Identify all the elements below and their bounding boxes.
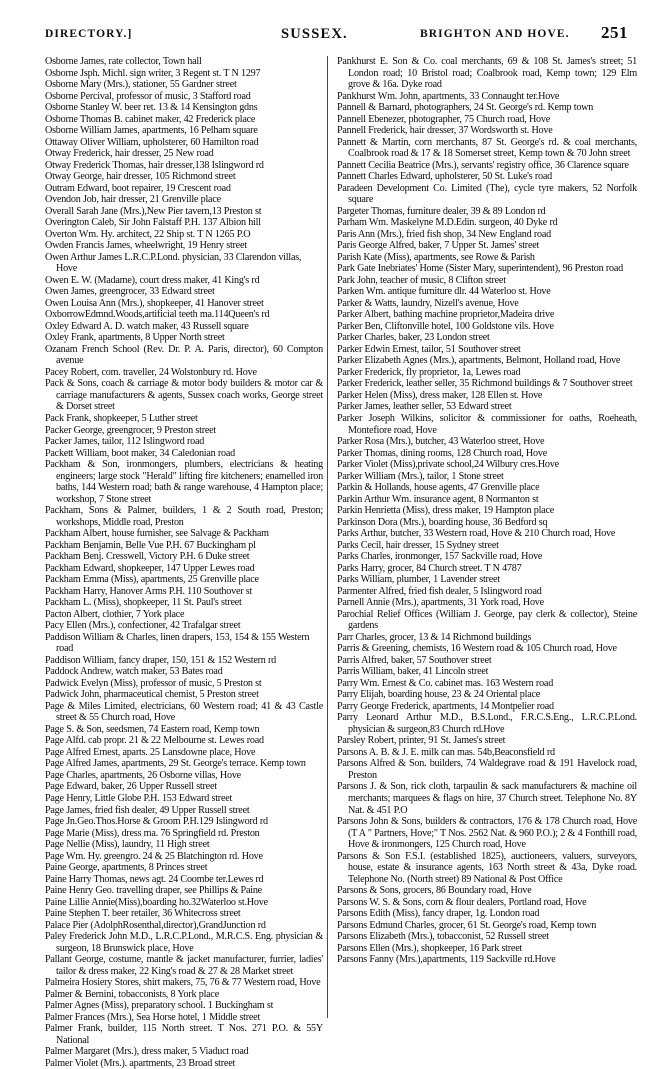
directory-entry: Parnell Annie (Mrs.), apartments, 31 York road, Hove [337, 597, 544, 609]
directory-entry: Parochial Relief Offices (William J. George, pay clerk & collector), Steine gardens [337, 608, 637, 632]
directory-entry: Packham Albert, house furnisher, see Salvage & Packham [45, 528, 269, 540]
directory-entry: Owen Louisa Ann (Mrs.), shopkeeper, 41 Hanover street [45, 297, 264, 309]
directory-entry: Parsley Robert, printer, 91 St. James's street [337, 735, 506, 747]
column-divider-rule [327, 56, 328, 1018]
directory-entry: Palmeira Hosiery Stores, shirt makers, 75, 76 & 77 Western road, Hove [45, 977, 321, 989]
directory-entry: Pannett & Martin, corn merchants, 87 St. George's rd. & coal merchants, Coalbrook road & 17 & 18 Somerset street, Kemp town & 70 John street [337, 136, 637, 160]
directory-entry: Parkin Arthur Wm. insurance agent, 8 Normanton st [337, 493, 539, 505]
directory-entry: Parken Wm. antique furniture dlr. 44 Waterloo st. Hove [337, 286, 551, 298]
directory-entry: Palmer Frances (Mrs.), Sea Horse hotel, 1 Middle street [45, 1011, 261, 1023]
directory-entry: Parker Edwin Ernest, tailor, 51 Southover street [337, 343, 521, 355]
directory-entry: Parker Albert, bathing machine proprietor,Madeira drive [337, 309, 555, 321]
directory-entry: Ottaway Oliver William, upholsterer, 60 Hamilton road [45, 136, 259, 148]
directory-entry: Osborne Stanley W. beer ret. 13 & 14 Kensington gdns [45, 102, 258, 114]
directory-entry: Paine Lillie Annie(Miss),boarding ho.32Waterloo st.Hove [45, 896, 268, 908]
directory-entry: Paine Stephen T. beer retailer, 36 Whitecross street [45, 908, 241, 920]
directory-entry: Packham Edward, shopkeeper, 147 Upper Lewes road [45, 562, 255, 574]
directory-entry: Parish Kate (Miss), apartments, see Rowe & Parish [337, 251, 535, 263]
directory-entry: Packham & Son, ironmongers, plumbers, electricians & heating engineers; large stock "Herald" lifting fire kitcheners; enamelled iron baths, 144 Western road; bath & range warehouse, 4 Hampton place; workshop, 7 Stone street [45, 459, 323, 505]
directory-entry: Parsons & Sons, grocers, 86 Boundary road, Hove [337, 885, 532, 897]
directory-entry: Packham Emma (Miss), apartments, 25 Grenville place [45, 574, 259, 586]
directory-entry: Palace Pier (AdolphRosenthal,director),GrandJunction rd [45, 919, 266, 931]
directory-entry: Osborne William James, apartments, 16 Pelham square [45, 125, 258, 137]
directory-entry: Page Alfred James, apartments, 29 St. George's terrace. Kemp town [45, 758, 306, 770]
directory-entry: Parkin & Hollands, house agents, 47 Grenville place [337, 482, 540, 494]
page-number: 251 [601, 23, 628, 42]
directory-entry: Osborne Mary (Mrs.), stationer, 55 Gardner street [45, 79, 237, 91]
directory-entry: Pacy Ellen (Mrs.), confectioner, 42 Trafalgar street [45, 620, 241, 632]
directory-entry: Otway George, hair dresser, 105 Richmond street [45, 171, 236, 183]
directory-entry: Page Alfred Ernest, aparts. 25 Lansdowne place, Hove [45, 746, 256, 758]
directory-entry: Parsons W. S. & Sons, corn & flour dealers, Portland road, Hove [337, 896, 587, 908]
directory-entry: Page Edward, baker, 26 Upper Russell street [45, 781, 217, 793]
directory-entry: Parry Leonard Arthur M.D., B.S.Lond., F.R.C.S.Eng., L.R.C.P.Lond. physician & surgeon,83 Church rd.Hove [337, 712, 637, 735]
left-column [45, 56, 323, 1069]
directory-entry: Palmer Agnes (Miss), preparatory school. 1 Buckingham st [45, 1000, 274, 1012]
directory-entry: Owen Arthur James L.R.C.P.Lond. physician, 33 Clarendon villas, Hove [45, 251, 302, 275]
directory-entry: Parsons John & Sons, builders & contractors, 176 & 178 Church road, Hove (T A " Partners, Hove;" T Nos. 2562 Nat. & 960 P.O.); 2 & 4 Fonthill road, Hove & ironmongers, 125 Church road, Hove [337, 816, 637, 851]
directory-entry: Osborne Jsph. Michl. sign writer, 3 Regent st. T N 1297 [45, 67, 261, 79]
directory-entry: Page James, fried fish dealer, 49 Upper Russell street [45, 804, 250, 816]
directory-entry: Parker William (Mrs.), tailor, 1 Stone street [337, 470, 504, 482]
directory-entry: Parr Charles, grocer, 13 & 14 Richmond buildings [337, 631, 532, 643]
directory-entry: Page & Miles Limited, electricians, 60 Western road; 41 & 43 Castle street & 55 Church road, Hove [45, 700, 323, 724]
directory-entry: Park Gate Inebriates' Home (Sister Mary, superintendent), 96 Preston road [337, 263, 624, 275]
directory-entry: Page Jn.Geo.Thos.Horse & Groom P.H.129 Islingword rd [45, 816, 268, 828]
directory-entry: Packer George, greengrocer, 9 Preston street [45, 424, 216, 436]
directory-entry: Packham L. (Miss), shopkeeper, 11 St. Paul's street [45, 597, 242, 609]
directory-entry: Parks Arthur, butcher, 33 Western road, Hove & 210 Church road, Hove [337, 528, 616, 540]
directory-entry: Palmer Margaret (Mrs.), dress maker, 5 Viaduct road [45, 1046, 249, 1058]
directory-entry: Page Nellie (Miss), laundry, 11 High street [45, 839, 210, 851]
directory-entry: Parry Elijah, boarding house, 23 & 24 Oriental place [337, 689, 541, 701]
directory-entry: Parker Charles, baker, 23 London street [337, 332, 490, 344]
directory-entry: Page Henry, Little Globe P.H. 153 Edward street [45, 793, 233, 804]
directory-entry: Park John, teacher of music, 8 Clifton street [337, 274, 506, 286]
directory-entry: Parsons Ellen (Mrs.), shopkeeper, 16 Park street [337, 942, 523, 954]
directory-entry: Paddison William, fancy draper, 150, 151 & 152 Western rd [45, 654, 276, 666]
directory-entry: Parks Charles, ironmonger, 157 Sackville road, Hove [337, 551, 543, 563]
directory-entry: Pankhurst E. Son & Co. coal merchants, 69 & 108 St. James's street; 51 London road; 10 Bristol road; Coalbrook road, Kemp town; 129 Elm grove & 16a. Dyke road [337, 56, 637, 91]
directory-entry: Owen E. W. (Madame), court dress maker, 41 King's rd [45, 274, 260, 286]
directory-entry: Page Charles, apartments, 26 Osborne villas, Hove [45, 769, 241, 781]
directory-entry: Paine George, apartments, 8 Princes street [45, 862, 208, 874]
header-county-title: SUSSEX. [281, 26, 348, 42]
directory-entry: Paine Harry Thomas, news agt. 24 Coombe ter.Lewes rd [45, 873, 264, 885]
directory-entry: Paris Ann (Mrs.), fried fish shop, 34 New England road [337, 228, 551, 240]
directory-entry: Parker Ben, Cliftonville hotel, 100 Goldstone vils. Hove [337, 320, 554, 332]
directory-entry: Pack & Sons, coach & carriage & motor body builders & motor car & carriage manufacturers & agents, Sussex coach works, George street & Dorset street [45, 378, 323, 413]
directory-entry: Overton Wm. Hy. architect, 22 Ship st. T N 1265 P.O [45, 228, 251, 240]
directory-entry: Paddison William & Charles, linen drapers, 153, 154 & 155 Western road [45, 631, 310, 655]
directory-entry: Padwick Evelyn (Miss), professor of music, 5 Preston st [45, 677, 262, 689]
directory-entry: Page Wm. Hy. greengro. 24 & 25 Blatchington rd. Hove [45, 850, 263, 862]
directory-entry: Owen James, greengrocer, 33 Edward street [45, 286, 215, 298]
directory-entry: Paley Frederick John M.D., L.R.C.P.Lond., M.R.C.S. Eng. physician & surgeon, 18 Brunswick place, Hove [45, 931, 323, 954]
directory-entry: Parks William, plumber, 1 Lavender street [337, 574, 500, 586]
directory-entry: Page Marie (Miss), dress ma. 76 Springfield rd. Preston [45, 827, 260, 839]
directory-entry: Parsons J. & Son, rick cloth, tarpaulin & sack manufacturers & machine oil merchants; marquees & flags on hire, 37 Church street. Telephone No. 8Y Nat. & 451 P.O [337, 781, 637, 816]
directory-entry: Pannell Frederick, hair dresser, 37 Wordsworth st. Hove [337, 125, 553, 137]
directory-entry: Otway Frederick Thomas, hair dresser,138 Islingword rd [45, 159, 264, 171]
running-header [45, 23, 635, 48]
directory-entry: Packham, Sons & Palmer, builders, 1 & 2 South road, Preston; workshops, Middle road, Preston [45, 505, 323, 528]
directory-entry: Parker Joseph Wilkins, solicitor & commissioner for oaths, Roeheath, Montefiore road, Hove [337, 412, 637, 436]
directory-entry: Parker Frederick, leather seller, 35 Richmond buildings & 7 Southover street [337, 378, 633, 390]
directory-entry: Overington Caleb, Sir John Falstaff P.H. 137 Albion hill [45, 217, 261, 229]
directory-entry: Paris George Alfred, baker, 7 Upper St. James' street [337, 240, 540, 252]
directory-entry: OxborrowEdmnd.Woods,artificial teeth ma.114Queen's rd [45, 309, 270, 321]
directory-entry: Parris Alfred, baker, 57 Southover street [337, 654, 492, 666]
directory-entry: Packer James, tailor, 112 Islingword road [45, 436, 205, 448]
directory-entry: Packham Harry, Hanover Arms P.H. 110 Southover st [45, 585, 253, 597]
directory-entry: Parsons Edmund Charles, grocer, 61 St. George's road, Kemp town [337, 919, 597, 931]
directory-entry: Palmer & Bernini, tobacconists, 8 York place [45, 988, 219, 1000]
directory-entry: Osborne Percival, professor of music, 3 Stafford road [45, 90, 251, 102]
directory-entry: Parry Wm. Ernest & Co. cabinet mas. 163 Western road [337, 677, 554, 689]
directory-entry: Parsons Elizabeth (Mrs.), tobacconist, 52 Russell street [337, 931, 549, 943]
directory-entry: Parsons Edith (Miss), fancy draper, 1g. London road [337, 908, 540, 920]
directory-entry: Page Alfd. cab propr. 21 & 22 Melbourne st. Lewes road [45, 735, 264, 747]
directory-entry: Owden Francis James, wheelwright, 19 Henry street [45, 240, 247, 252]
directory-entry: Ovendon Job, hair dresser, 21 Grenville place [45, 194, 221, 206]
directory-entry: Parham Wm. Maskelyne M.D.Edin. surgeon, 40 Dyke rd [337, 217, 558, 229]
header-town-title: BRIGHTON AND HOVE. [420, 28, 570, 40]
directory-entry: Paine Henry Geo. travelling draper, see Phillips & Paine [45, 885, 262, 897]
directory-entry: Pallant George, costume, mantle & jacket manufacturer, furrier, ladies' tailor & dress maker, 22 King's road & 27 & 28 Market street [45, 954, 323, 977]
directory-entry: Parkin Henrietta (Miss), dress maker, 19 Hampton place [337, 505, 555, 517]
directory-entry: Pannett Cecilia Beatrice (Mrs.), servants' registry office, 36 Clarence square [337, 159, 629, 171]
directory-entry: Pankhurst Wm. John, apartments, 33 Connaught ter.Hove [337, 90, 560, 102]
directory-entry: Pannett Charles Edward, upholsterer, 50 St. Luke's road [337, 171, 552, 183]
directory-entry: Parsons Alfred & Son. builders, 74 Waldegrave road & 191 Havelock road, Preston [337, 758, 637, 781]
directory-entry: Padwick John, pharmaceutical chemist, 5 Preston street [45, 689, 259, 701]
directory-entry: Osborne Thomas B. cabinet maker, 42 Frederick place [45, 113, 256, 125]
directory-entry: Parmenter Alfred, fried fish dealer, 5 Islingword road [337, 585, 542, 597]
directory-entry: Parker Elizabeth Agnes (Mrs.), apartments, Belmont, Holland road, Hove [337, 355, 621, 367]
right-column [337, 56, 637, 966]
directory-entry: Packham Benjamin, Belle Vue P.H. 67 Buckingham pl [45, 539, 256, 551]
directory-entry: Parsons A. B. & J. E. milk can mas. 54b,Beaconsfield rd [337, 746, 555, 758]
directory-entry: Parker Frederick, fly proprietor, 1a, Lewes road [337, 366, 521, 378]
directory-entry: Parker James, leather seller, 53 Edward street [337, 401, 512, 413]
directory-entry: Palmer Frank, builder, 115 North street. T Nos. 271 P.O. & 55Y National [45, 1023, 323, 1046]
directory-entry: Paradeen Development Co. Limited (The), cycle tyre makers, 52 Norfolk square [337, 182, 637, 206]
directory-entry: Parsons & Son F.S.I. (established 1825), auctioneers, valuers, surveyors, house, estate & insurance agents, 163 North street & 43a, Dyke road. Telephone No. (North street) 89 National & Post Office [337, 850, 637, 885]
directory-entry: Osborne James, rate collector, Town hall [45, 56, 202, 67]
directory-entry: Packham Benj. Cresswell, Victory P.H. 6 Duke street [45, 551, 250, 563]
directory-entry: Parris William, baker, 41 Lincoln street [337, 666, 489, 678]
directory-entry: Overall Sarah Jane (Mrs.),New Pier tavern,13 Preston st [45, 205, 262, 217]
directory-entry: Pannell & Barnard, photographers, 24 St. George's rd. Kemp town [337, 102, 594, 114]
directory-entry: Parry George Frederick, apartments, 14 Montpelier road [337, 700, 554, 712]
directory-entry: Parks Harry, grocer, 84 Church street. T N 4787 [337, 562, 522, 574]
header-section-label: DIRECTORY.] [45, 28, 133, 40]
directory-entry: Parker Helen (Miss), dress maker, 128 Ellen st. Hove [337, 389, 543, 401]
directory-entry: Paddock Andrew, watch maker, 53 Bates road [45, 666, 223, 678]
directory-entry: Pack Frank, shopkeeper, 5 Luther street [45, 412, 198, 424]
directory-entry: Pacey Robert, com. traveller, 24 Wolstonbury rd. Hove [45, 366, 257, 378]
directory-entry: Pargeter Thomas, furniture dealer, 39 & 89 London rd [337, 205, 546, 217]
directory-entry: Parker Violet (Miss),private school,24 Wilbury cres.Hove [337, 459, 559, 471]
directory-entry: Palmer Violet (Mrs.). apartments, 23 Broad street [45, 1057, 236, 1069]
directory-entry: Page S. & Son, seedsmen, 74 Eastern road, Kemp town [45, 723, 260, 735]
directory-entry: Parker & Watts, laundry, Nizell's avenue, Hove [337, 297, 519, 309]
directory-entry: Parkinson Dora (Mrs.), boarding house, 36 Bedford sq [337, 516, 548, 528]
directory-entry: Packett William, boot maker, 34 Caledonian road [45, 447, 236, 459]
directory-entry: Parks Cecil, hair dresser, 15 Sydney street [337, 539, 499, 551]
directory-entry: Oxley Edward A. D. watch maker, 43 Russell square [45, 320, 249, 332]
directory-entry: Ozanam French School (Rev. Dr. P. A. Paris, director), 60 Compton avenue [45, 343, 323, 367]
directory-entry: Parker Thomas, dining rooms, 128 Church road, Hove [337, 447, 547, 459]
directory-entry: Pacton Albert, clothier, 7 York place [45, 608, 185, 620]
directory-entry: Pannell Ebenezer, photographer, 75 Church road, Hove [337, 113, 550, 125]
directory-entry: Oxley Frank, apartments, 8 Upper North street [45, 332, 225, 344]
directory-entry: Outram Edward, boot repairer, 19 Crescent road [45, 182, 231, 194]
directory-entry: Parker Rosa (Mrs.), butcher, 43 Waterloo street, Hove [337, 436, 545, 448]
directory-entry: Parris & Greening, chemists, 16 Western road & 105 Church road, Hove [337, 643, 617, 655]
directory-entry: Parsons Fanny (Mrs.),apartments, 119 Sackville rd.Hove [337, 954, 556, 966]
directory-entry: Otway Frederick, hair dresser, 25 New road [45, 148, 214, 160]
